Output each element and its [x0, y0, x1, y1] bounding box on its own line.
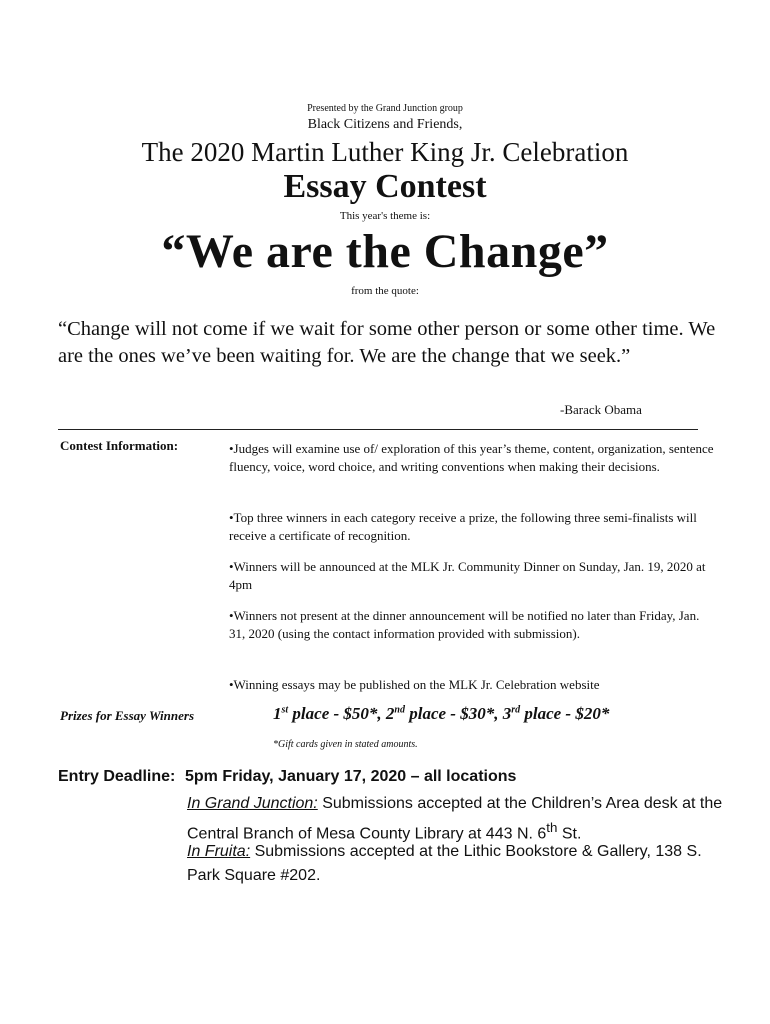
- second-place-number: 2: [385, 704, 395, 723]
- grand-junction-location: [187, 792, 727, 846]
- first-place-number: 1: [273, 704, 282, 723]
- contest-info-item: •Top three winners in each category receive a prize, the following three semi-finalists will receive a certificate of recognition.: [229, 510, 697, 543]
- contest-info-item: •Judges will examine use of/ exploration of this year’s theme, content, organization, sentence fluency, voice, word choice, and writing conventions when making their decisions.: [229, 441, 714, 474]
- theme-title: “We are the Change”: [161, 225, 609, 278]
- celebration-title: The 2020 Martin Luther King Jr. Celebration: [141, 137, 629, 167]
- organization-name: Black Citizens and Friends,: [307, 117, 463, 132]
- fruita-location: [187, 840, 727, 888]
- contest-info-label: Contest Information:: [60, 438, 179, 453]
- quote-author: -Barack Obama: [560, 402, 642, 417]
- fruita-text: Submissions accepted at the Lithic Bookstore & Gallery, 138 S. Park Square #202.: [187, 843, 702, 884]
- quote-text: “Change will not come if we wait for some other person or some other time. We are the ones we’ve been waiting for. We are the change that we seek.”: [58, 318, 716, 367]
- third-place-number: 3: [502, 704, 512, 723]
- second-place-suffix: nd: [394, 704, 405, 716]
- quote-intro: from the quote:: [351, 285, 419, 297]
- grand-junction-text-end: St.: [557, 825, 582, 843]
- contest-info-item: •Winning essays may be published on the MLK Jr. Celebration website: [229, 677, 600, 692]
- contest-info-item: •Winners will be announced at the MLK Jr. Community Dinner on Sunday, Jan. 19, 2020 at 4pm: [229, 559, 706, 592]
- first-place-prize: place - $50*,: [288, 704, 386, 723]
- page-title: Essay Contest: [283, 168, 487, 205]
- gift-card-note: *Gift cards given in stated amounts.: [273, 739, 418, 750]
- fruita-label: In Fruita:: [187, 843, 251, 860]
- grand-junction-suffix: th: [546, 820, 558, 835]
- contest-info-item: •Winners not present at the dinner announcement will be notified no later than Friday, Jan. 31, 2020 (using the contact information provided with submission).: [229, 608, 700, 641]
- entry-deadline-text: 5pm Friday, January 17, 2020 – all locations: [185, 768, 517, 785]
- theme-intro: This year's theme is:: [339, 210, 431, 222]
- divider: [58, 429, 698, 430]
- third-place-suffix: rd: [511, 704, 521, 716]
- grand-junction-text: Submissions accepted at the Children’s Area desk at the Central Branch of Mesa County Library at 443 N. 6: [187, 795, 723, 843]
- second-place-prize: place - $30*,: [404, 704, 503, 723]
- first-place-suffix: st: [281, 704, 289, 716]
- presented-by-line: Presented by the Grand Junction group: [307, 103, 463, 114]
- third-place-prize: place - $20*: [520, 704, 610, 723]
- grand-junction-label: In Grand Junction:: [187, 795, 318, 812]
- prizes-label: Prizes for Essay Winners: [60, 708, 194, 723]
- entry-deadline-label: Entry Deadline:: [58, 768, 176, 785]
- prize-list: [273, 704, 609, 724]
